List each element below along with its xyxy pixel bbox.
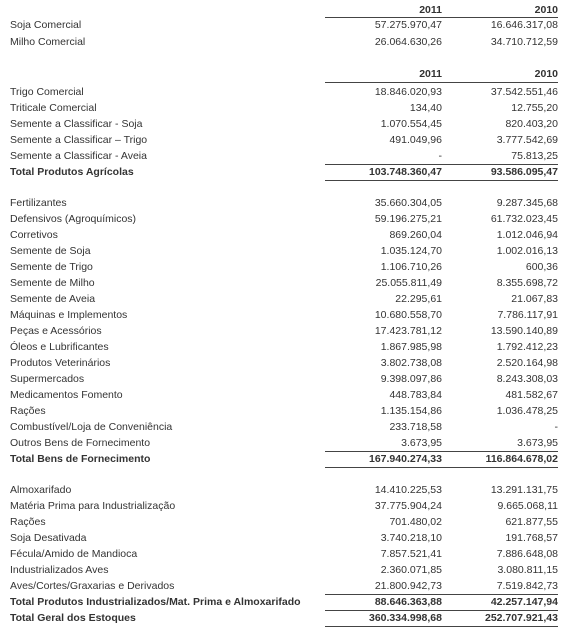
value-2011: 3.740.218,10 <box>380 532 442 544</box>
row-label: Triticale Comercial <box>10 102 97 114</box>
value-2011: 35.660.304,05 <box>374 197 442 209</box>
table-row <box>0 387 568 403</box>
row-label: Semente de Soja <box>10 245 91 257</box>
row-label: Supermercados <box>10 373 85 385</box>
total-label: Total Produtos Agrícolas <box>10 166 134 178</box>
value-2011: 7.857.521,41 <box>380 548 442 560</box>
row-label: Semente a Classificar - Soja <box>10 118 143 130</box>
value-2011: - <box>438 150 442 162</box>
table-row <box>0 419 568 435</box>
table-row <box>0 403 568 419</box>
value-2011: 9.398.097,86 <box>380 373 442 385</box>
table-row <box>0 227 568 243</box>
total-2011: 88.646.363,88 <box>374 596 442 608</box>
value-2010: 3.080.811,15 <box>497 564 558 576</box>
year-2010-header: 2010 <box>534 4 558 16</box>
year-2010-header: 2010 <box>534 68 558 80</box>
table-row <box>0 291 568 307</box>
value-2010: 191.768,57 <box>505 532 558 544</box>
table-row <box>0 355 568 371</box>
value-2010: 8.243.308,03 <box>496 373 558 385</box>
value-2011: 1.106.710,26 <box>380 261 442 273</box>
value-2010: 7.886.648,08 <box>496 548 558 560</box>
value-2011: 59.196.275,21 <box>374 213 442 225</box>
table-row <box>0 546 568 562</box>
table-row <box>0 17 568 33</box>
value-2011: 701.480,02 <box>389 516 442 528</box>
table-row <box>0 323 568 339</box>
year-2011-header: 2011 <box>419 4 442 16</box>
table-row <box>0 34 568 50</box>
value-2010: 7.519.842,73 <box>496 580 558 592</box>
row-label: Medicamentos Fomento <box>10 389 123 401</box>
total-rule <box>325 180 442 181</box>
value-2011: 491.049,96 <box>389 134 442 146</box>
section2-header-row <box>0 66 568 82</box>
table-row <box>0 211 568 227</box>
row-label: Outros Bens de Fornecimento <box>10 437 151 449</box>
row-label: Semente de Milho <box>10 277 95 289</box>
row-label: Rações <box>10 405 46 417</box>
table-row <box>0 132 568 148</box>
row-label: Peças e Acessórios <box>10 325 102 337</box>
value-2010: 3.673,95 <box>517 437 558 449</box>
table-row <box>0 307 568 323</box>
row-label: Aves/Cortes/Graxarias e Derivados <box>10 580 175 592</box>
value-2011: 1.135.154,86 <box>380 405 442 417</box>
total-rule <box>441 180 558 181</box>
row-label: Matéria Prima para Industrialização <box>10 500 176 512</box>
value-2010: 9.287.345,68 <box>496 197 558 209</box>
value-2011: 37.775.904,24 <box>374 500 442 512</box>
table-row <box>0 435 568 451</box>
value-2011: 10.680.558,70 <box>374 309 442 321</box>
value-2011: 1.070.554,45 <box>380 118 442 130</box>
table-row <box>0 243 568 259</box>
total-2011: 103.748.360,47 <box>369 166 442 178</box>
row-label: Corretivos <box>10 229 58 241</box>
table-row <box>0 482 568 498</box>
value-2010: 9.665.068,11 <box>497 500 558 512</box>
total-rule <box>325 467 442 468</box>
table-row <box>0 195 568 211</box>
value-2010: 1.012.046,94 <box>496 229 558 241</box>
value-2010: 37.542.551,46 <box>490 86 558 98</box>
total-rule <box>441 467 558 468</box>
table-row <box>0 100 568 116</box>
value-2011: 1.867.985,98 <box>380 341 442 353</box>
value-2010: 12.755,20 <box>511 102 558 114</box>
total-row <box>0 164 568 180</box>
table-row <box>0 116 568 132</box>
table-row <box>0 148 568 164</box>
value-2010: 2.520.164,98 <box>496 357 558 369</box>
value-2010: 75.813,25 <box>511 150 558 162</box>
grand-total-label: Total Geral dos Estoques <box>10 612 136 624</box>
row-label: Óleos e Lubrificantes <box>10 341 109 353</box>
table-row <box>0 562 568 578</box>
value-2011: 17.423.781,12 <box>374 325 442 337</box>
grand-total-row <box>0 610 568 626</box>
total-row <box>0 594 568 610</box>
row-label: Semente de Aveia <box>10 293 96 305</box>
value-2010: 3.777.542,69 <box>496 134 558 146</box>
table-row <box>0 275 568 291</box>
row-label: Almoxarifado <box>10 484 72 496</box>
row-label: Fertilizantes <box>10 197 67 209</box>
value-2010: 7.786.117,91 <box>497 309 558 321</box>
value-2011: 18.846.020,93 <box>374 86 442 98</box>
value-2010: 16.646.317,08 <box>490 19 558 31</box>
value-2010: 481.582,67 <box>505 389 558 401</box>
value-2011: 3.673,95 <box>401 437 442 449</box>
value-2011: 22.295,61 <box>395 293 442 305</box>
row-label: Rações <box>10 516 46 528</box>
value-2011: 233.718,58 <box>389 421 442 433</box>
row-label: Fécula/Amido de Mandioca <box>10 548 138 560</box>
value-2010: 600,36 <box>525 261 558 273</box>
total-label: Total Bens de Fornecimento <box>10 453 151 465</box>
value-2010: 61.732.023,45 <box>490 213 558 225</box>
section1-header-row <box>0 2 568 18</box>
value-2010: 34.710.712,59 <box>490 36 558 48</box>
value-2010: - <box>554 421 558 433</box>
total-2010: 93.586.095,47 <box>490 166 558 178</box>
value-2010: 1.002.016,13 <box>496 245 558 257</box>
value-2011: 25.055.811,49 <box>375 277 442 289</box>
total-label: Total Produtos Industrializados/Mat. Prima e Almoxarifado <box>10 596 301 608</box>
row-label: Semente a Classificar – Trigo <box>10 134 148 146</box>
table-row <box>0 530 568 546</box>
value-2011: 14.410.225,53 <box>374 484 442 496</box>
table-row <box>0 339 568 355</box>
value-2010: 1.036.478,25 <box>496 405 558 417</box>
row-label: Produtos Veterinários <box>10 357 111 369</box>
value-2010: 13.291.131,75 <box>490 484 558 496</box>
grand-total-2010: 252.707.921,43 <box>485 612 558 624</box>
value-2011: 3.802.738,08 <box>380 357 442 369</box>
total-2011: 167.940.274,33 <box>369 453 442 465</box>
value-2011: 134,40 <box>409 102 442 114</box>
table-row <box>0 371 568 387</box>
header-underline <box>441 82 558 83</box>
table-row <box>0 259 568 275</box>
year-2011-header: 2011 <box>419 68 442 80</box>
row-label: Milho Comercial <box>10 36 86 48</box>
value-2011: 26.064.630,26 <box>374 36 442 48</box>
row-label: Máquinas e Implementos <box>10 309 128 321</box>
value-2010: 621.877,55 <box>505 516 558 528</box>
value-2011: 869.260,04 <box>389 229 442 241</box>
value-2011: 1.035.124,70 <box>380 245 442 257</box>
row-label: Trigo Comercial <box>10 86 84 98</box>
grand-total-rule <box>441 626 558 627</box>
value-2010: 21.067,83 <box>511 293 558 305</box>
value-2011: 448.783,84 <box>389 389 442 401</box>
row-label: Semente de Trigo <box>10 261 93 273</box>
value-2010: 13.590.140,89 <box>490 325 558 337</box>
table-row <box>0 514 568 530</box>
value-2010: 8.355.698,72 <box>496 277 558 289</box>
row-label: Combustível/Loja de Conveniência <box>10 421 173 433</box>
grand-total-rule <box>325 626 442 627</box>
row-label: Soja Desativada <box>10 532 87 544</box>
value-2011: 57.275.970,47 <box>374 19 442 31</box>
table-row <box>0 84 568 100</box>
total-2010: 42.257.147,94 <box>490 596 558 608</box>
table-row <box>0 578 568 594</box>
total-row <box>0 451 568 467</box>
row-label: Defensivos (Agroquímicos) <box>10 213 137 225</box>
header-underline <box>325 82 442 83</box>
row-label: Industrializados Aves <box>10 564 109 576</box>
value-2011: 2.360.071,85 <box>380 564 442 576</box>
table-row <box>0 498 568 514</box>
total-2010: 116.864.678,02 <box>485 453 558 465</box>
value-2010: 820.403,20 <box>505 118 558 130</box>
row-label: Semente a Classificar - Aveia <box>10 150 147 162</box>
value-2010: 1.792.412,23 <box>496 341 558 353</box>
grand-total-2011: 360.334.998,68 <box>369 612 442 624</box>
value-2011: 21.800.942,73 <box>374 580 442 592</box>
row-label: Soja Comercial <box>10 19 82 31</box>
